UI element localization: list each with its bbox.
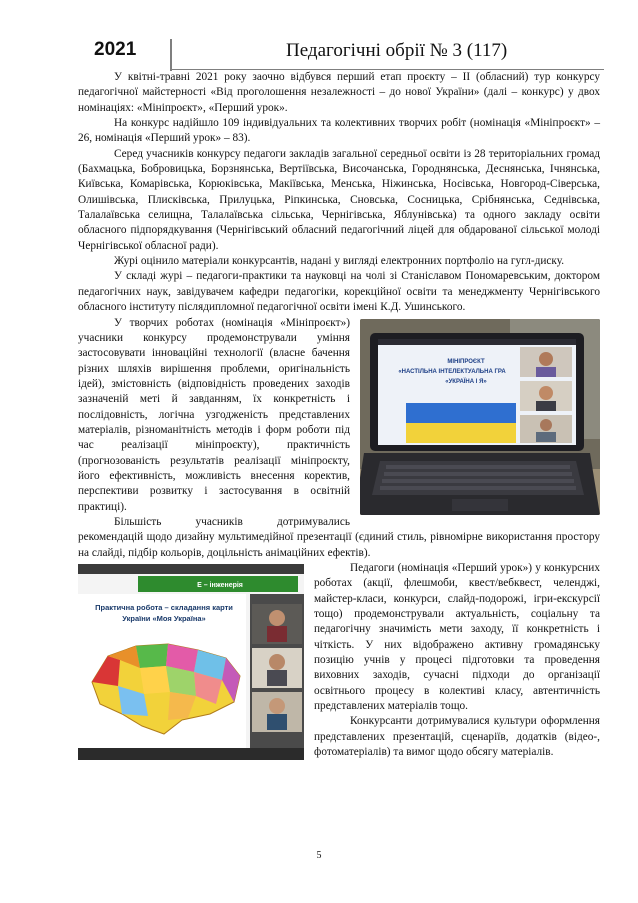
header-journal-title: Педагогічні обрії № 3 (117) [286,40,508,61]
paragraph-first-lesson: Педагоги (номінація «Перший урок») у конкурсних роботах (акції, флешмоби, квест/вебквест, челенджі, майстер-класи, конкурси, слайд-подорожі, ігри-екскурсії тощо) продемонстрували актуальність, соціальну та педагогічну значимість мети заходу, її конкретність і чіткість. У них відображено активну громадянську позицію учнів у процесі підготовки та проведення виховних заходів, сучасні підходи до організації освітнього процесу в колективі класу, автентичність представлених матеріалів тощо. [314,562,600,713]
header-year: 2021 [94,39,137,60]
map-slide-illustration [78,564,304,760]
photo-laptop-miniproject [360,319,600,515]
page-number: 5 [316,850,322,861]
photo-ukraine-map-lesson [78,564,304,760]
slide-label-miniproject: МІНІПРОЄКТ [447,358,485,365]
slide-label-e-engineering: Е – інженерія [197,582,243,589]
page-header [64,37,604,71]
paragraph-intro: У квітні-травні 2021 року заочно відбувся перший етап проєкту – ІІ (обласний) тур конкурсу педагогічної майстерності «Від проголошення незалежності – до нової України» (далі – конкурс) у двох номінаціях: «Мініпроєкт», «Перший урок». [78,71,600,114]
paragraph-presentation-culture: Конкурсанти дотримувалися культури оформлення представлених презентацій, сценаріїв, додатків (відео-, фотоматеріалів) та вимог щодо обсягу матеріалів. [314,715,600,759]
paragraph-participants: Серед учасників конкурсу педагоги закладів загальної середньої освіти із 28 територіальних громад (Бахмацька, Бобровицька, Борзнянська, Вертіївська, Височанська, Городнянська, Деснянська, Ічнянська, Київська, Комарівська, Корюківська, Макіївська, Менська, Ніжинська, Носівська, Новгород-Сіверська, Олишівська, Плисківська, Прилуцька, Ріпкинська, Сновська, Сосницька, Срібнянська, Седнівська, Талалаївська селищна, Талалаївська сільська, Чернігівська, Яблунівська) та одного закладу освіти обласного підпорядкування (Чернігівський обласний педагогічний ліцей для обдарованої сільської молоді Чернігівської обласної ради). [78,147,600,252]
article-body [78,70,600,763]
header-divider [170,39,172,71]
paragraph-miniproject-skills: У творчих роботах (номінація «Мініпроєкт») учасники конкурсу продемонстрували уміння застосовувати інноваційні технології (власне бачення різних шляхів вирішення проблеми, оригінальність ідей), змістовність (відповідність проведених заходів зазначеній меті й завданням, їх конкретність і послідовність, логічна узгодженість представлених матеріалів, різноманітність методів і форм роботи під час реалізації мініпроєкту), практичність (прогнозованість результатів реалізації мініпроєкту, його ефективність, можливість внесення коректив, перспективи розвитку і застосування в освітній практиці). [78,316,350,513]
slide-subtitle-my-ukraine: України «Моя Україна» [122,614,206,623]
laptop-photo-illustration [360,319,600,515]
slide-subtitle-ukraine-and-me: «УКРАЇНА І Я» [445,378,487,385]
slide-title-board-game: «НАСТІЛЬНА ІНТЕЛЕКТУАЛЬНА ГРА [398,368,506,375]
paragraph-presentation-design: Більшість учасників дотримувались рекомендацій щодо дизайну мультимедійної презентації (єдиний стиль, рівномірне використання простору на слайді, підбір кольорів, доцільність анімаційних ефектів). [78,515,600,559]
paragraph-jury-evaluation: Журі оцінило матеріали конкурсантів, надані у вигляді електронних портфоліо на гугл-диску. [114,255,565,268]
slide-title-practical-work: Практична робота – складання карти [95,603,233,612]
paragraph-submissions: На конкурс надійшло 109 індивідуальних та колективних творчих робіт (номінація «Мініпроєкт» – 26, номінація «Перший урок» – 83). [78,117,600,145]
paragraph-jury-composition: У складі журі – педагоги-практики та науковці на чолі зі Станіславом Пономаревським, доктором педагогічних наук, завідувачем кафедри педагогіки, корекційної освіти та менеджменту Чернігівського обласного інституту післядипломної педагогічної освіти імені К.Д. Ушинського. [78,270,600,314]
